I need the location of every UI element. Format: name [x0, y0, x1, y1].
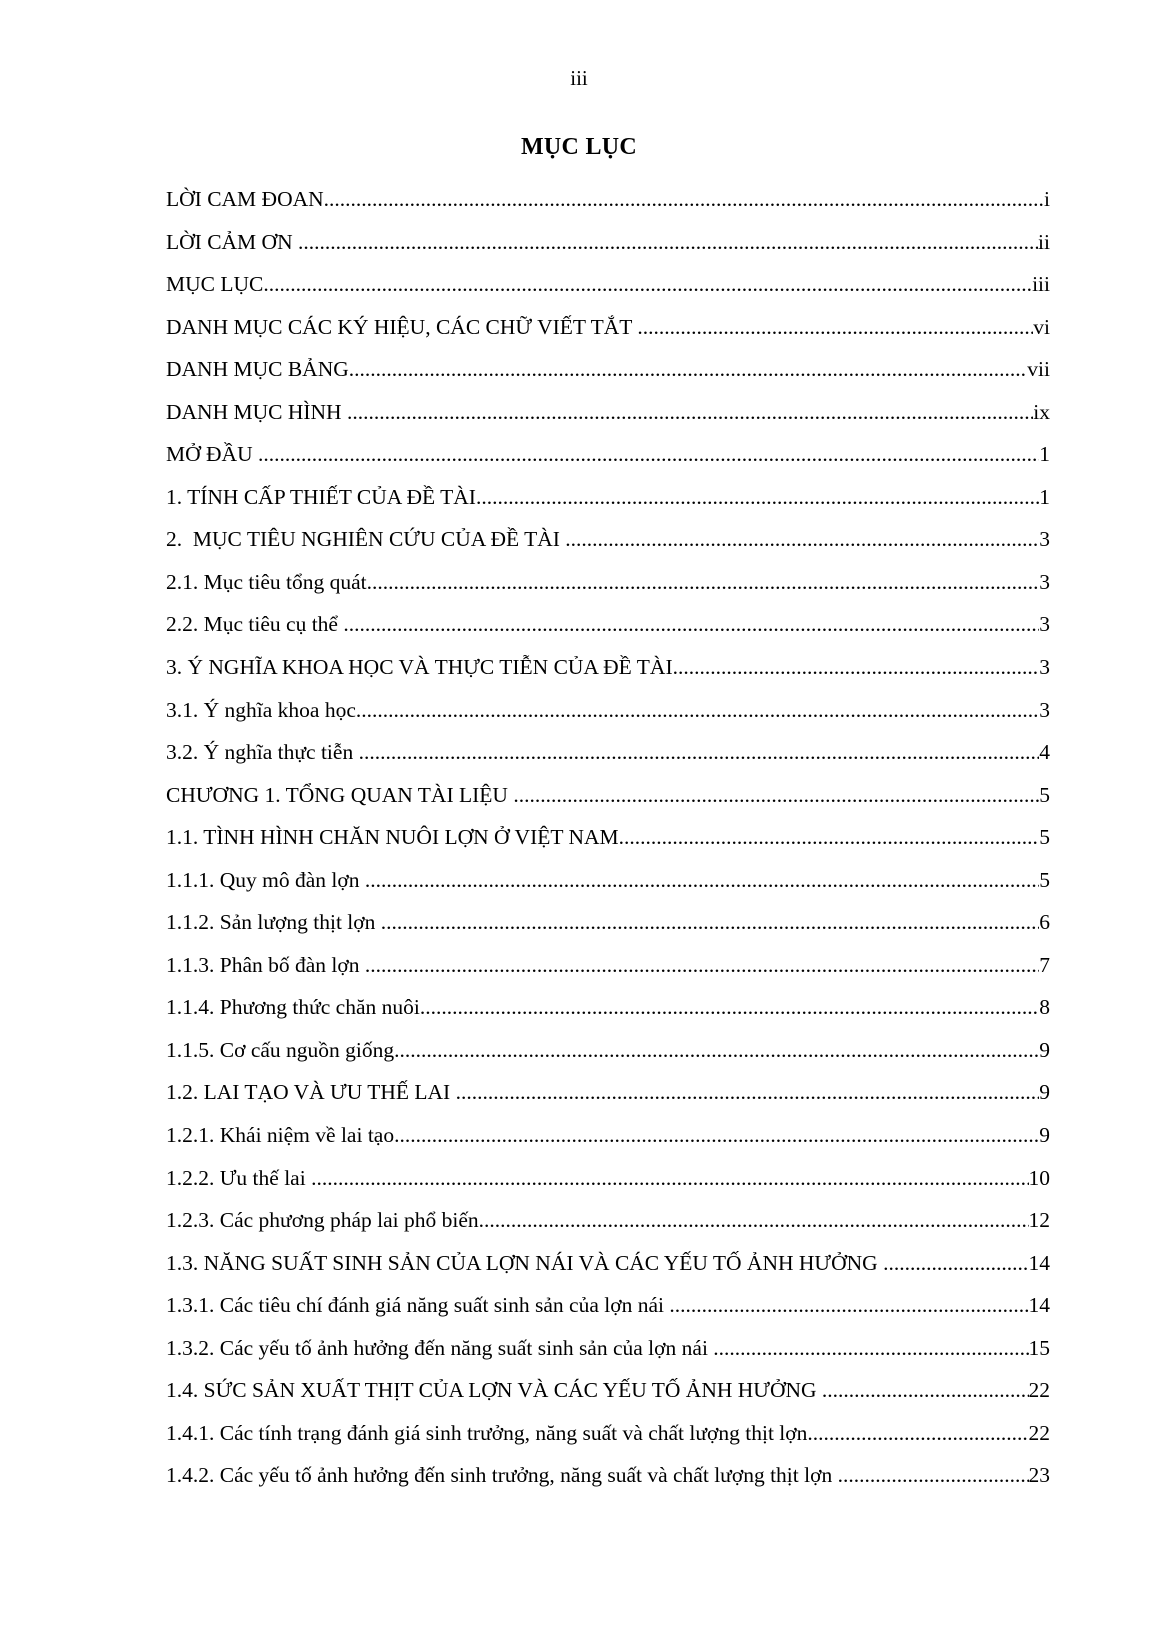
toc-entry-label: 3.2. Ý nghĩa thực tiễn: [166, 740, 359, 765]
toc-entry-page: 3: [1039, 697, 1050, 722]
toc-dot-leader: [673, 646, 1040, 689]
toc-dot-leader: [669, 1284, 1028, 1327]
toc-entry: [166, 1454, 1050, 1497]
toc-entry: [166, 859, 1050, 902]
toc-entry: [166, 178, 1050, 221]
toc-entry: [166, 561, 1050, 604]
toc-entry: [166, 1327, 1050, 1370]
toc-dot-leader: [381, 901, 1039, 944]
toc-entry-page: vi: [1033, 314, 1050, 339]
toc-entry: [166, 1199, 1050, 1242]
toc-entry: [166, 306, 1050, 349]
toc-entry-page: 10: [1028, 1165, 1050, 1190]
toc-entry: [166, 986, 1050, 1029]
toc-entry-page: 8: [1039, 995, 1050, 1020]
toc-dot-leader: [479, 1199, 1029, 1242]
toc-entry-label: 1. TÍNH CẤP THIẾT CỦA ĐỀ TÀI: [166, 484, 476, 509]
toc-entry-page: 15: [1028, 1335, 1050, 1360]
toc-entry-label: DANH MỤC BẢNG: [166, 357, 349, 382]
toc-entry-page: 1: [1039, 442, 1050, 467]
toc-entry: [166, 476, 1050, 519]
toc-entry-label: LỜI CẢM ƠN: [166, 229, 298, 254]
toc-entry-page: 3: [1039, 612, 1050, 637]
toc-entry: [166, 731, 1050, 774]
toc-entry-label: 1.1.4. Phương thức chăn nuôi: [166, 995, 420, 1020]
toc-entry: [166, 263, 1050, 306]
toc-entry: [166, 1114, 1050, 1157]
toc-entry-label: CHƯƠNG 1. TỔNG QUAN TÀI LIỆU: [166, 782, 514, 807]
toc-dot-leader: [324, 178, 1044, 221]
toc-entry-label: 3. Ý NGHĨA KHOA HỌC VÀ THỰC TIỄN CỦA ĐỀ TÀI: [166, 655, 673, 680]
toc-dot-leader: [349, 348, 1028, 391]
toc-entry-label: 2. MỤC TIÊU NGHIÊN CỨU CỦA ĐỀ TÀI: [166, 527, 566, 552]
toc-entry-page: 5: [1039, 782, 1050, 807]
toc-dot-leader: [258, 433, 1039, 476]
toc-entry: [166, 518, 1050, 561]
toc-entry: [166, 1242, 1050, 1285]
toc-entry: [166, 1412, 1050, 1455]
toc-entry-page: 22: [1028, 1378, 1050, 1403]
toc-entry: [166, 1071, 1050, 1114]
toc-dot-leader: [394, 1114, 1039, 1157]
toc-entry-page: 6: [1039, 910, 1050, 935]
toc-dot-leader: [637, 306, 1033, 349]
toc-entry-page: 3: [1039, 569, 1050, 594]
toc-entry-label: 1.2.2. Ưu thế lai: [166, 1165, 312, 1190]
toc-entry: [166, 646, 1050, 689]
toc-dot-leader: [456, 1071, 1040, 1114]
toc-title: MỤC LỤC: [520, 134, 638, 160]
toc-dot-leader: [359, 731, 1040, 774]
toc-entry-label: DANH MỤC CÁC KÝ HIỆU, CÁC CHỮ VIẾT TẮT: [166, 314, 638, 339]
toc-entry-label: 1.1.1. Quy mô đàn lợn: [166, 867, 365, 892]
toc-entry-label: 2.1. Mục tiêu tổng quát: [166, 569, 367, 594]
toc-entry-page: 3: [1039, 527, 1050, 552]
toc-dot-leader: [420, 986, 1039, 1029]
toc-entry-label: DANH MỤC HÌNH: [166, 399, 347, 424]
toc-entry-label: 1.4. SỨC SẢN XUẤT THỊT CỦA LỢN VÀ CÁC YẾU TỐ ẢNH HƯỞNG: [166, 1378, 822, 1403]
toc-entry-label: 1.3.2. Các yếu tố ảnh hưởng đến năng suất sinh sản của lợn nái: [166, 1335, 714, 1360]
toc-dot-leader: [343, 603, 1039, 646]
toc-entry-label: 1.2.3. Các phương pháp lai phổ biến: [166, 1208, 479, 1233]
toc-entry-page: 9: [1039, 1123, 1050, 1148]
toc-entry: [166, 348, 1050, 391]
toc-entry: [166, 1157, 1050, 1200]
toc-entry-page: 23: [1028, 1463, 1050, 1488]
toc-entry-label: 1.4.1. Các tính trạng đánh giá sinh trưởng, năng suất và chất lượng thịt lợn: [166, 1420, 808, 1445]
toc-entry-page: vii: [1027, 357, 1050, 382]
toc-entry-page: 5: [1039, 825, 1050, 850]
toc-dot-leader: [476, 476, 1039, 519]
toc-dot-leader: [347, 391, 1033, 434]
toc-entry-label: 1.1. TÌNH HÌNH CHĂN NUÔI LỢN Ở VIỆT NAM: [166, 825, 619, 850]
toc-entry: [166, 816, 1050, 859]
toc-entry: [166, 433, 1050, 476]
toc-entry-label: 1.3.1. Các tiêu chí đánh giá năng suất sinh sản của lợn nái: [166, 1293, 670, 1318]
toc-dot-leader: [365, 944, 1039, 987]
toc-entry-page: 3: [1039, 655, 1050, 680]
toc-dot-leader: [394, 1029, 1039, 1072]
toc-entry-label: MỞ ĐẦU: [166, 442, 258, 467]
toc-entry: [166, 221, 1050, 264]
toc-entry-label: MỤC LỤC: [166, 272, 264, 297]
toc-entry-label: LỜI CAM ĐOAN: [166, 187, 324, 211]
toc-entry-label: 1.2.1. Khái niệm về lai tạo: [166, 1123, 395, 1148]
toc-dot-leader: [513, 774, 1039, 817]
toc-entry-label: 1.2. LAI TẠO VÀ ƯU THẾ LAI: [166, 1080, 456, 1105]
toc-dot-leader: [356, 689, 1039, 732]
toc-entry-label: 3.1. Ý nghĩa khoa học: [166, 697, 356, 722]
toc-entry: [166, 1369, 1050, 1412]
toc-dot-leader: [807, 1412, 1028, 1455]
toc-dot-leader: [713, 1327, 1028, 1370]
toc-entry-page: 9: [1039, 1037, 1050, 1062]
toc-entry-page: 12: [1028, 1208, 1050, 1233]
toc-entry-page: iii: [1032, 272, 1050, 297]
toc-dot-leader: [298, 221, 1038, 264]
toc-entry-label: 1.1.3. Phân bố đàn lợn: [166, 952, 365, 977]
toc-entry-label: 1.3. NĂNG SUẤT SINH SẢN CỦA LỢN NÁI VÀ CÁC YẾU TỐ ẢNH HƯỞNG: [166, 1250, 884, 1275]
toc-dot-leader: [822, 1369, 1029, 1412]
toc-dot-leader: [883, 1242, 1028, 1285]
table-of-contents: [166, 178, 1050, 1497]
toc-entry: [166, 901, 1050, 944]
toc-entry-page: 7: [1039, 952, 1050, 977]
toc-entry-page: 5: [1039, 867, 1050, 892]
toc-dot-leader: [311, 1157, 1028, 1200]
toc-entry-label: 1.4.2. Các yếu tố ảnh hưởng đến sinh trưởng, năng suất và chất lượng thịt lợn: [166, 1463, 838, 1488]
toc-dot-leader: [838, 1454, 1029, 1497]
toc-entry: [166, 603, 1050, 646]
toc-entry-label: 2.2. Mục tiêu cụ thể: [166, 612, 344, 637]
toc-entry-page: 4: [1039, 740, 1050, 765]
toc-dot-leader: [367, 561, 1040, 604]
toc-dot-leader: [619, 816, 1040, 859]
toc-entry-page: ii: [1038, 229, 1050, 254]
toc-entry: [166, 391, 1050, 434]
toc-dot-leader: [565, 518, 1039, 561]
toc-entry: [166, 1284, 1050, 1327]
toc-entry-page: i: [1044, 187, 1050, 211]
toc-entry-page: 14: [1028, 1250, 1050, 1275]
toc-entry-label: 1.1.2. Sản lượng thịt lợn: [166, 910, 381, 935]
toc-entry: [166, 774, 1050, 817]
toc-dot-leader: [365, 859, 1039, 902]
page-number: iii: [570, 66, 588, 90]
toc-entry-page: 14: [1028, 1293, 1050, 1318]
toc-entry: [166, 689, 1050, 732]
toc-entry: [166, 1029, 1050, 1072]
toc-entry: [166, 944, 1050, 987]
toc-entry-page: 1: [1039, 484, 1050, 509]
toc-entry-page: 22: [1028, 1420, 1050, 1445]
toc-entry-page: 9: [1039, 1080, 1050, 1105]
toc-entry-label: 1.1.5. Cơ cấu nguồn giống: [166, 1037, 395, 1062]
toc-dot-leader: [263, 263, 1032, 306]
toc-entry-page: ix: [1033, 399, 1050, 424]
